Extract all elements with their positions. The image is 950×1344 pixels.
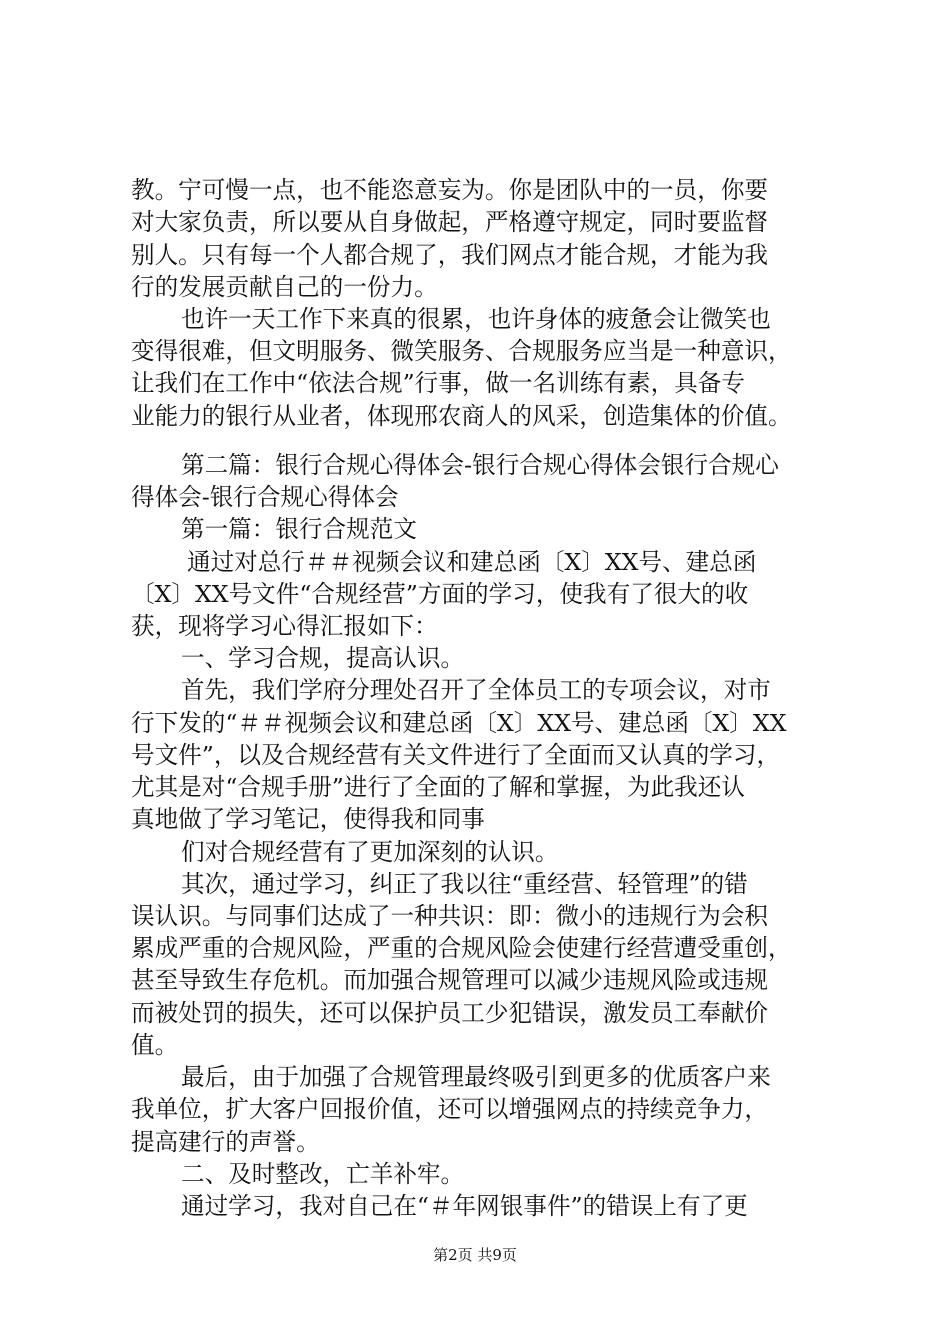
- text-line: 〔X〕XX号文件“合规经营”方面的学习，使我有了很大的收: [131, 579, 749, 608]
- text-line: 让我们在工作中“依法合规”行事，做一名训练有素，具备专: [131, 369, 745, 398]
- page-number: 第2页 共9页: [433, 1246, 517, 1264]
- text-line: 行下发的“＃＃视频会议和建总函〔X〕XX号、建总函〔X〕XX: [131, 708, 787, 737]
- text-line: 通过对总行＃＃视频会议和建总函〔X〕XX号、建总函: [187, 547, 757, 576]
- text-line: 我单位，扩大客户回报价值，还可以增强网点的持续竞争力，: [131, 1095, 769, 1124]
- text-line: 尤其是对“合规手册”进行了全面的了解和掌握，为此我还认: [131, 773, 745, 802]
- text-line: 其次，通过学习，纠正了我以往“重经营、轻管理”的错: [181, 869, 748, 898]
- text-line: 最后，由于加强了合规管理最终吸引到更多的优质客户来: [181, 1063, 771, 1092]
- text-line: 真地做了学习笔记，使得我和同事: [131, 805, 485, 834]
- text-line: 通过学习，我对自己在“＃年网银事件”的错误上有了更: [181, 1192, 748, 1220]
- text-line: 别人。只有每一个人都合规了，我们网点才能合规，才能为我: [131, 240, 769, 269]
- text-line: 业能力的银行从业者，体现邢农商人的风采，创造集体的价值。: [131, 401, 792, 430]
- text-line: 提高建行的声誉。: [131, 1127, 320, 1156]
- heading: 二、及时整改，亡羊补牢。: [181, 1159, 465, 1188]
- text-line: 而被处罚的损失，还可以保护员工少犯错误，激发员工奉献价: [131, 998, 769, 1027]
- section-title: 得体会-银行合规心得体会: [131, 483, 399, 511]
- section-title: 第二篇：银行合规心得体会-银行合规心得体会银行合规心: [181, 450, 779, 479]
- heading: 一、学习合规，提高认识。: [181, 644, 465, 673]
- text-line: 行的发展贡献自己的一份力。: [131, 272, 438, 301]
- text-line: 对大家负责，所以要从自身做起，严格遵守规定，同时要监督: [131, 208, 769, 237]
- text-line: 获，现将学习心得汇报如下：: [131, 611, 438, 640]
- text-line: 甚至导致生存危机。而加强合规管理可以减少违规风险或违规: [131, 966, 769, 995]
- text-line: 也许一天工作下来真的很累，也许身体的疲惫会让微笑也: [181, 304, 771, 333]
- text-line: 们对合规经营有了更加深刻的认识。: [181, 837, 559, 866]
- text-line: 累成严重的合规风险，严重的合规风险会使建行经营遭受重创，: [131, 934, 792, 963]
- text-line: 误认识。与同事们达成了一种共识：即：微小的违规行为会积: [131, 902, 769, 930]
- sub-title: 第一篇：银行合规范文: [181, 515, 417, 544]
- text-line: 号文件”，以及合规经营有关文件进行了全面而又认真的学习，: [131, 740, 781, 769]
- text-line: 变得很难，但文明服务、微笑服务、合规服务应当是一种意识，: [131, 337, 792, 366]
- text-line: 教。宁可慢一点，也不能恣意妄为。你是团队中的一员，你要: [131, 176, 769, 204]
- text-line: 值。: [131, 1030, 179, 1059]
- text-line: 首先，我们学府分理处召开了全体员工的专项会议，对市: [181, 676, 771, 705]
